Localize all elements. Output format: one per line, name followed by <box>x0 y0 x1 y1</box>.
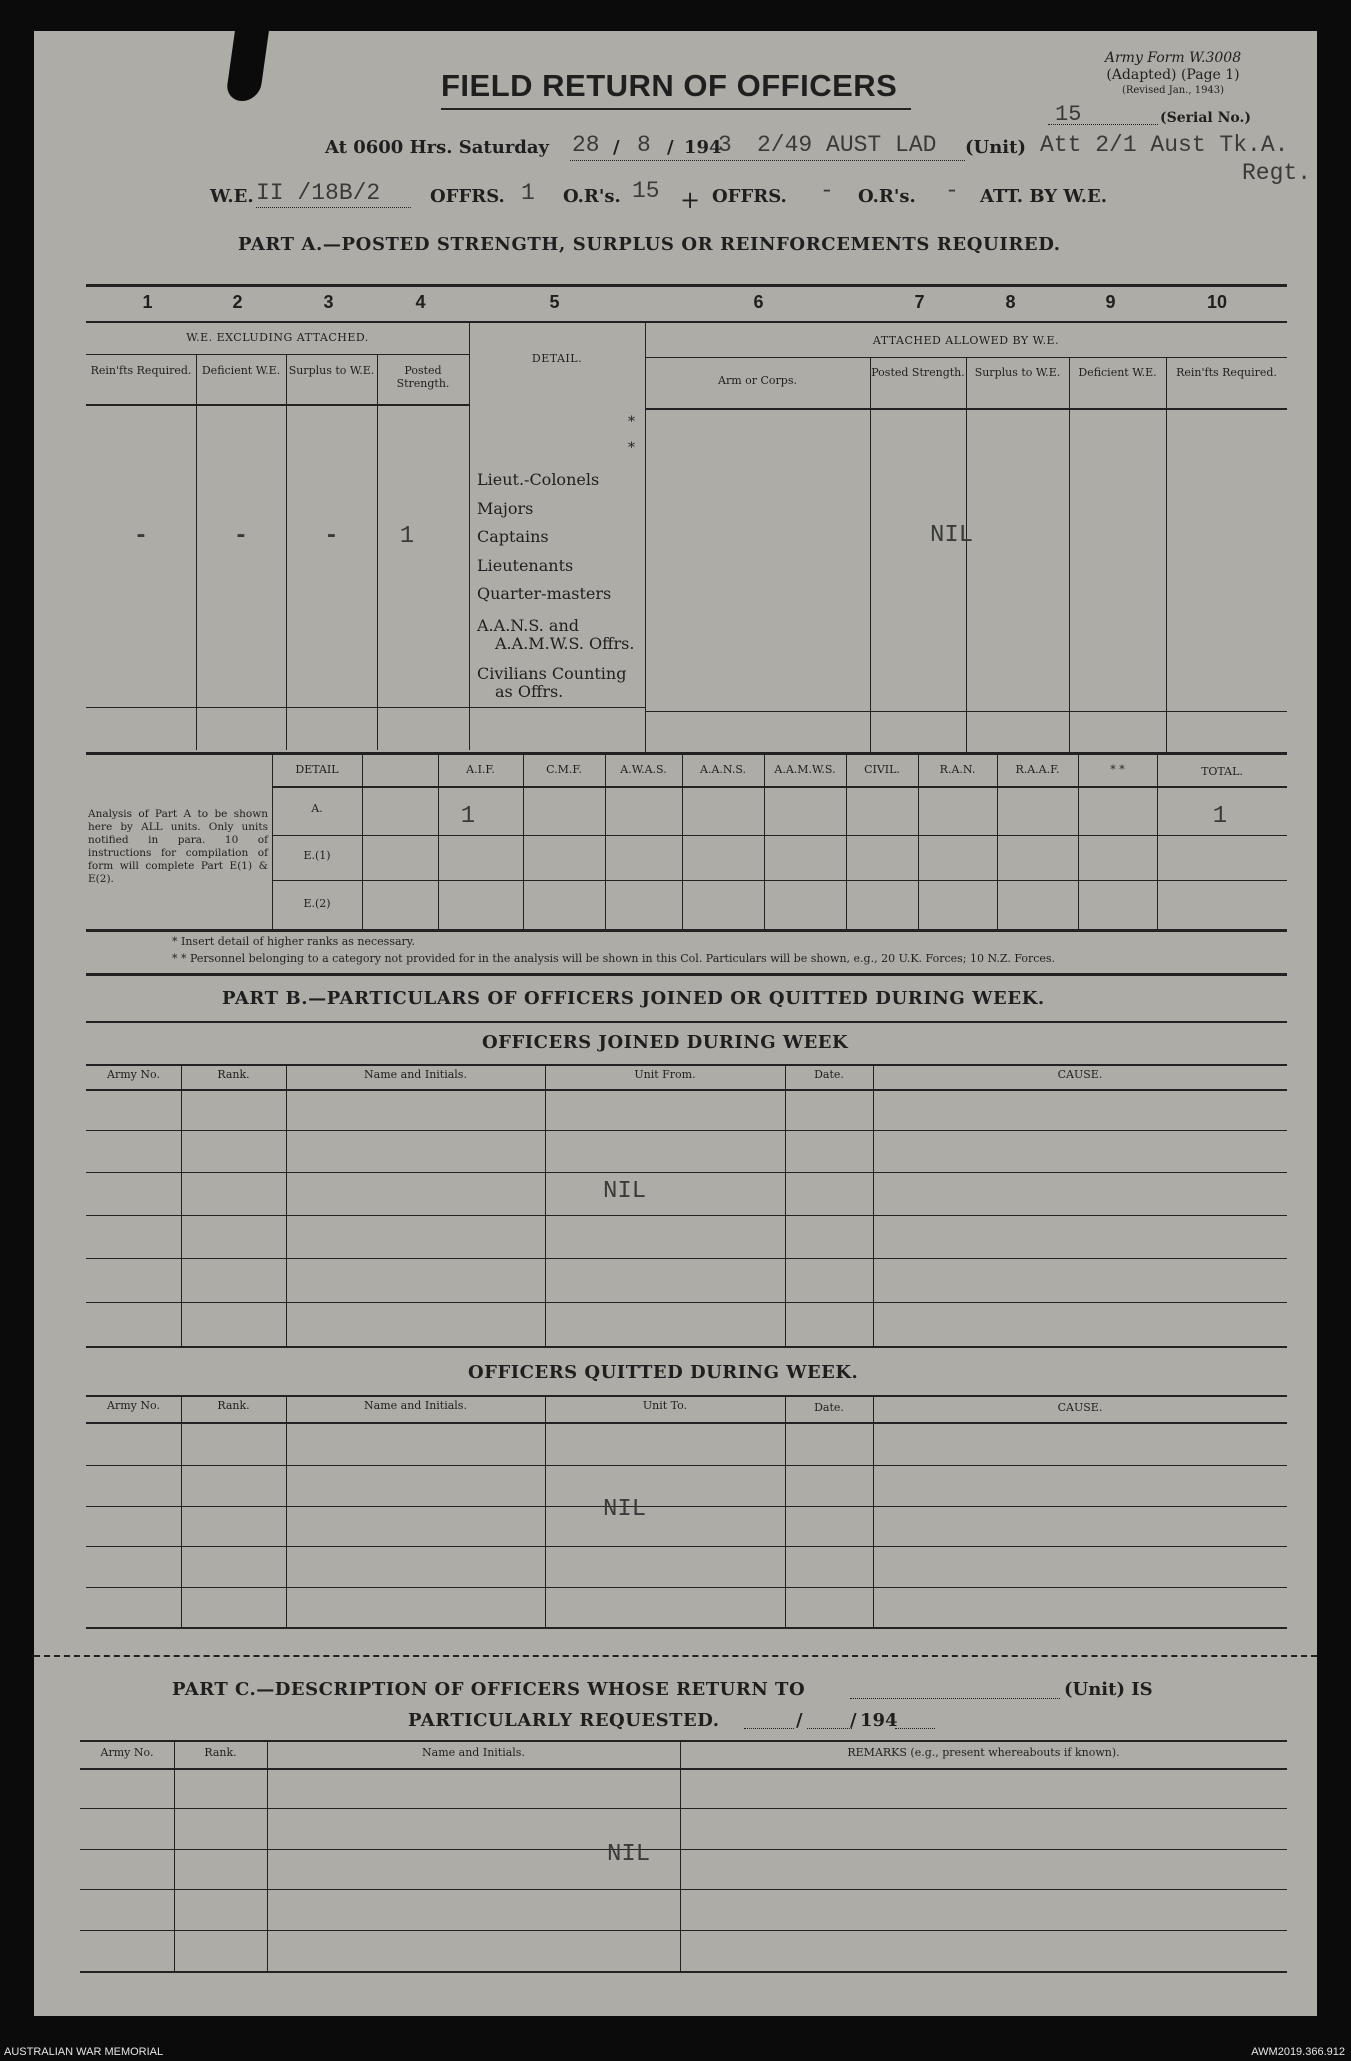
subhead-posted-left: Posted Strength. <box>396 364 450 390</box>
quitted-row-rule-3 <box>86 1546 1287 1547</box>
subhead-posted-right: Posted Strength. <box>871 366 965 379</box>
joined-row-rule-4 <box>86 1258 1287 1259</box>
left-body-rule <box>86 404 469 406</box>
analysis-head-awas: A.W.A.S. <box>620 763 667 776</box>
vline-a3 <box>377 354 378 750</box>
vline-q3 <box>545 1395 546 1627</box>
joined-col-date: Date. <box>814 1068 844 1081</box>
rank-aans: A.A.N.S. and <box>477 616 579 635</box>
vline-a9 <box>1166 357 1167 754</box>
title-underline <box>441 108 911 110</box>
part-c-unit-is: (Unit) IS <box>1064 1679 1153 1700</box>
analysis-head-detail: DETAIL <box>295 763 339 776</box>
asterisk-1: * <box>628 414 635 430</box>
quitted-top-rule <box>86 1395 1287 1397</box>
col-number-8: 8 <box>1005 292 1016 312</box>
joined-col-name: Name and Initials. <box>364 1068 467 1081</box>
quitted-col-unit-to: Unit To. <box>642 1399 688 1412</box>
attached-nil: NIL <box>930 522 974 549</box>
vline-q4 <box>785 1395 786 1627</box>
col-number-10: 10 <box>1206 292 1228 312</box>
part-b-heading: PART B.—PARTICULARS OF OFFICERS JOINED OR QUITTED DURING WEEK. <box>222 988 1045 1009</box>
rank-civilians: Civilians Counting <box>477 664 627 683</box>
analysis-row-a: A. <box>311 802 323 815</box>
vline-q2 <box>286 1395 287 1627</box>
rank-lieutenants: Lieutenants <box>477 556 574 575</box>
part-c-row-rule-4 <box>80 1930 1287 1931</box>
analysis-head-raaf: R.A.A.F. <box>1015 763 1060 776</box>
plus-sign: + <box>680 186 701 214</box>
analysis-head-total: TOTAL. <box>1201 765 1243 778</box>
offrs-label: OFFRS. <box>430 186 505 207</box>
quitted-col-date: Date. <box>814 1401 844 1414</box>
offrs2-label: OFFRS. <box>712 186 787 207</box>
offrs2-value: - <box>820 178 834 204</box>
quitted-row-rule-2 <box>86 1506 1287 1507</box>
attached-note-line2: Regt. <box>1242 160 1312 186</box>
we-label: W.E. <box>210 186 254 207</box>
vline-an6 <box>764 752 765 930</box>
value-surplus-left: - <box>324 523 339 550</box>
subhead-arm-or-corps: Arm or Corps. <box>718 374 797 387</box>
joined-bottom-rule <box>86 1346 1287 1348</box>
col-number-6: 6 <box>753 292 764 312</box>
part-c-top-rule <box>80 1740 1287 1742</box>
rank-captains: Captains <box>477 527 549 546</box>
joined-row-rule-3 <box>86 1215 1287 1216</box>
joined-col-cause: CAUSE. <box>1057 1068 1103 1081</box>
vline-c3 <box>680 1740 681 1971</box>
col-number-1: 1 <box>142 292 153 312</box>
vline-an5 <box>682 752 683 930</box>
part-c-head-rule <box>80 1768 1287 1770</box>
analysis-end-rule <box>86 929 1287 932</box>
analysis-row-rule-1 <box>272 835 1287 836</box>
vline-an9 <box>997 752 998 930</box>
rank-majors: Majors <box>477 499 534 518</box>
vline-a6 <box>870 357 871 754</box>
vline-c2 <box>267 1740 268 1971</box>
quitted-bottom-rule <box>86 1627 1287 1629</box>
joined-head-rule <box>86 1089 1287 1091</box>
vline-an11 <box>1157 752 1158 930</box>
quitted-col-name: Name and Initials. <box>364 1399 467 1412</box>
serial-label: (Serial No.) <box>1160 110 1251 126</box>
part-c-heading-1: PART C.—DESCRIPTION OF OFFICERS WHOSE RETURN TO <box>172 1679 806 1700</box>
quitted-row-rule-4 <box>86 1587 1287 1588</box>
analysis-head-aamws: A.A.M.W.S. <box>774 763 836 776</box>
col-number-4: 4 <box>415 292 426 312</box>
vline-an3 <box>523 752 524 930</box>
ors2-value: - <box>945 178 959 204</box>
vline-a2 <box>286 354 287 750</box>
footnote-1: * Insert detail of higher ranks as necessary. <box>172 935 416 948</box>
army-form-label: Army Form W.3008 <box>1104 50 1242 66</box>
part-c-row-rule-1 <box>80 1808 1287 1809</box>
form-title: FIELD RETURN OF OFFICERS <box>441 68 898 103</box>
part-c-year: 194 <box>860 1710 898 1731</box>
quitted-head-rule <box>86 1422 1287 1424</box>
part-c-year-line <box>895 1728 935 1729</box>
part-c-nil: NIL <box>607 1841 651 1868</box>
subhead-surplus-right: Surplus to W.E. <box>974 366 1061 379</box>
date-year-prefix: 194 <box>684 137 722 158</box>
at-hours-label: At 0600 Hrs. Saturday <box>325 137 550 158</box>
part-c-col-army-no: Army No. <box>100 1746 154 1759</box>
we-excluding-label: W.E. EXCLUDING ATTACHED. <box>186 331 369 344</box>
analysis-row-rule-2 <box>272 880 1287 881</box>
quitted-heading: OFFICERS QUITTED DURING WEEK. <box>468 1362 859 1383</box>
analysis-aif-a-value: 1 <box>460 803 476 830</box>
subhead-deficient-right: Deficient W.E. <box>1078 366 1157 379</box>
unit-name: 2/49 AUST LAD <box>757 132 937 158</box>
detail-label: DETAIL. <box>531 352 583 365</box>
analysis-head-cmf: C.M.F. <box>546 763 582 776</box>
part-c-day-line <box>744 1728 794 1729</box>
ors-label: O.R's. <box>563 186 621 207</box>
vline-a5 <box>645 321 646 754</box>
footnote-2: * * Personnel belonging to a category not provided for in the analysis will be shown in this Col. Particulars will be shown, e.g., 20 U.K. Forces; 10 N.Z. Forces. <box>172 952 1056 965</box>
analysis-row-e2: E.(2) <box>303 897 331 910</box>
part-a-header-rule <box>86 321 1287 323</box>
analysis-head-ran: R.A.N. <box>939 763 976 776</box>
offrs-value: 1 <box>521 180 535 206</box>
col-number-3: 3 <box>323 292 334 312</box>
rank-lieut-colonels: Lieut.-Colonels <box>477 470 600 489</box>
part-a-heading: PART A.—POSTED STRENGTH, SURPLUS OR REINFORCEMENTS REQUIRED. <box>238 234 1061 255</box>
revised-label: (Revised Jan., 1943) <box>1121 85 1225 96</box>
analysis-head-aif: A.I.F. <box>466 763 495 776</box>
right-bottom-rule <box>645 711 1287 712</box>
subhead-reinfts-left: Rein'fts Required. <box>90 364 192 377</box>
analysis-note: Analysis of Part A to be shown here by ALL units. Only units notified in para. 10 of instructions for compilation of form will complete Part E(1) & E(2). <box>88 808 268 885</box>
part-c-heading-2: PARTICULARLY REQUESTED. <box>408 1710 720 1731</box>
quitted-col-rank: Rank. <box>217 1399 250 1412</box>
analysis-total-a-value: 1 <box>1212 803 1228 830</box>
joined-col-unit-from: Unit From. <box>634 1068 696 1081</box>
vline-j4 <box>785 1064 786 1346</box>
vline-an7 <box>846 752 847 930</box>
vline-j2 <box>286 1064 287 1346</box>
serial-dotted-line <box>1048 124 1158 125</box>
part-c-row-rule-2 <box>80 1849 1287 1850</box>
part-c-col-remarks: REMARKS (e.g., present whereabouts if known). <box>847 1746 1120 1759</box>
col-number-7: 7 <box>914 292 925 312</box>
rank-quarter-masters: Quarter-masters <box>477 584 612 603</box>
value-deficient-left: - <box>233 523 249 550</box>
footer-accession-number: AWM2019.366.912 <box>1251 2046 1345 2058</box>
joined-nil: NIL <box>603 1178 647 1205</box>
col-number-5: 5 <box>549 292 560 312</box>
joined-top-rule <box>86 1064 1287 1066</box>
joined-col-army-no: Army No. <box>107 1068 160 1081</box>
att-by-we-label: ATT. BY W.E. <box>980 186 1108 207</box>
joined-row-rule-1 <box>86 1130 1287 1131</box>
date-day: 28 <box>572 132 600 158</box>
joined-heading: OFFICERS JOINED DURING WEEK <box>482 1032 849 1053</box>
quitted-col-army-no: Army No. <box>107 1399 160 1412</box>
joined-row-rule-2 <box>86 1172 1287 1173</box>
analysis-head-aans: A.A.N.S. <box>700 763 746 776</box>
serial-number: 15 <box>1055 102 1082 127</box>
vline-q1 <box>181 1395 182 1627</box>
part-c-unit-line <box>850 1698 1060 1699</box>
vline-a4 <box>469 321 470 750</box>
ors-value: 15 <box>632 178 660 204</box>
vline-q5 <box>873 1395 874 1627</box>
footnote-end-rule <box>86 973 1287 976</box>
footer-institution: AUSTRALIAN WAR MEMORIAL <box>4 2046 164 2058</box>
date-year-suffix: 3 <box>718 132 732 158</box>
vline-j3 <box>545 1064 546 1346</box>
vline-an10 <box>1078 752 1079 930</box>
part-a-end-rule <box>86 752 1287 755</box>
attached-allowed-label: ATTACHED ALLOWED BY W.E. <box>872 334 1060 347</box>
col-number-9: 9 <box>1105 292 1116 312</box>
joined-col-rank: Rank. <box>217 1068 250 1081</box>
part-c-month-line <box>807 1728 852 1729</box>
unit-dotted-line <box>570 160 965 161</box>
part-c-col-name: Name and Initials. <box>422 1746 525 1759</box>
date-month: 8 <box>637 132 651 158</box>
vline-a8 <box>1069 357 1070 754</box>
vline-a7 <box>966 357 967 754</box>
unit-label: (Unit) <box>965 137 1026 158</box>
vline-c1 <box>174 1740 175 1971</box>
analysis-head-other: * * <box>1110 763 1125 776</box>
perforation-line <box>34 1655 1317 1657</box>
vline-an2 <box>438 752 439 930</box>
part-c-bottom-rule <box>80 1971 1287 1973</box>
rank-as-offrs: as Offrs. <box>495 682 564 701</box>
we-dotted-line <box>256 207 411 208</box>
left-bottom-rule <box>86 707 645 708</box>
vline-an1 <box>362 752 363 930</box>
vline-an4 <box>605 752 606 930</box>
ors2-label: O.R's. <box>858 186 916 207</box>
vline-j5 <box>873 1064 874 1346</box>
adapted-label: (Adapted) (Page 1) <box>1106 67 1240 83</box>
analysis-head-rule <box>272 786 1287 788</box>
subhead-deficient-left: Deficient W.E. <box>201 364 281 377</box>
value-posted-left: 1 <box>399 523 415 550</box>
part-b-rule <box>86 1021 1287 1023</box>
col-number-2: 2 <box>232 292 243 312</box>
subhead-reinfts-right: Rein'fts Required. <box>1176 366 1277 379</box>
part-c-row-rule-3 <box>80 1889 1287 1890</box>
vline-j1 <box>181 1064 182 1346</box>
analysis-head-civil: CIVIL. <box>864 763 900 776</box>
joined-row-rule-5 <box>86 1302 1287 1303</box>
rank-aamws: A.A.M.W.S. Offrs. <box>495 634 635 653</box>
quitted-nil: NIL <box>603 1496 647 1523</box>
asterisk-2: * <box>628 440 635 456</box>
part-a-top-rule <box>86 284 1287 287</box>
we-value: II /18B/2 <box>256 180 381 206</box>
attached-note-line1: Att 2/1 Aust Tk.A. <box>1040 132 1289 158</box>
value-reinfts-left: - <box>133 523 149 550</box>
part-c-col-rank: Rank. <box>204 1746 237 1759</box>
analysis-row-e1: E.(1) <box>303 849 331 862</box>
we-sub-rule <box>86 354 469 355</box>
subhead-surplus-left: Surplus to W.E. <box>288 364 375 377</box>
vline-an8 <box>918 752 919 930</box>
quitted-row-rule-1 <box>86 1465 1287 1466</box>
quitted-col-cause: CAUSE. <box>1057 1401 1103 1414</box>
vline-a1 <box>196 354 197 750</box>
